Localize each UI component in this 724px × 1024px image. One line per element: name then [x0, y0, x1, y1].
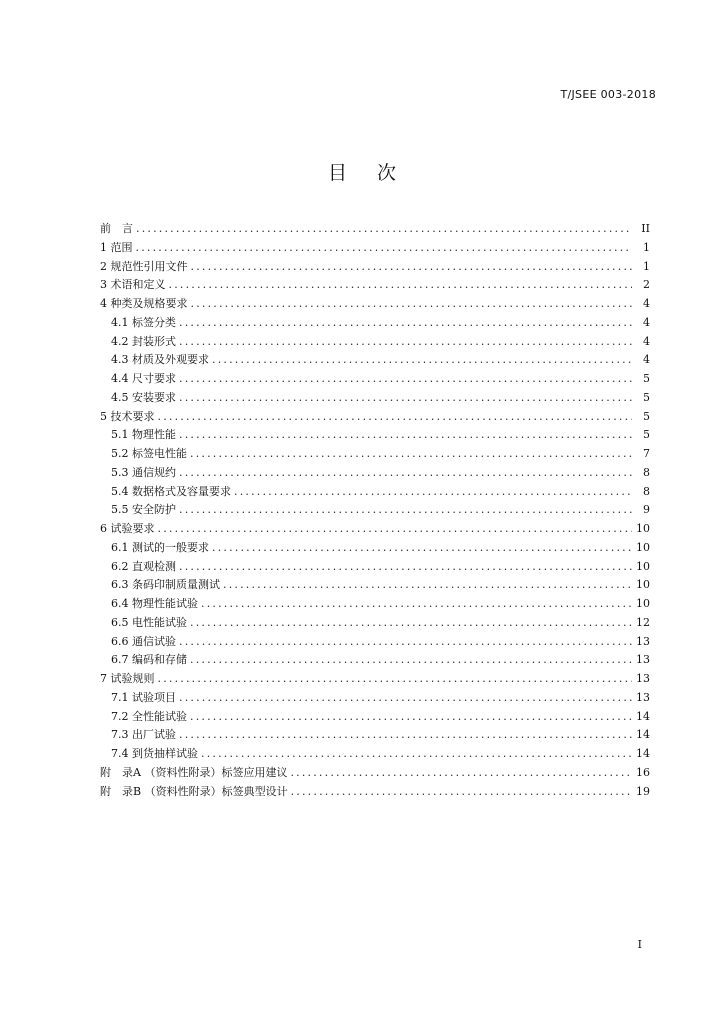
- toc-entry-page: 5: [643, 428, 650, 442]
- toc-dot-leader: [190, 447, 632, 460]
- toc-entry[interactable]: [100, 764, 650, 783]
- toc-dot-leader: [234, 485, 632, 498]
- toc-dot-leader: [212, 541, 632, 554]
- toc-entry-label: 7.4 到货抽样试验: [111, 747, 198, 760]
- toc-dot-leader: [201, 747, 632, 760]
- toc-dot-leader: [179, 560, 632, 573]
- toc-title: [0, 158, 724, 185]
- toc-dot-leader: [179, 428, 632, 441]
- toc-dot-leader: [179, 728, 632, 741]
- toc-entry-label: 6.6 通信试验: [111, 634, 176, 648]
- toc-dot-leader: [179, 316, 632, 329]
- toc-dot-leader: [212, 353, 632, 366]
- toc-entry-page: 8: [643, 465, 650, 479]
- toc-entry-label: 6.4 物理性能试验: [111, 597, 198, 610]
- toc-entry-label: 4.2 封装形式: [111, 334, 176, 348]
- toc-entry[interactable]: [100, 445, 650, 464]
- toc-entry-label: 5.5 安全防护: [111, 503, 176, 517]
- toc-entry-page: 4: [643, 315, 650, 329]
- toc-dot-leader: [190, 653, 632, 666]
- toc-entry-page: 10: [636, 522, 650, 535]
- toc-entry-label: 6.5 电性能试验: [111, 615, 187, 629]
- toc-entry-label: 2 规范性引用文件: [100, 259, 188, 273]
- toc-dot-leader: [158, 522, 633, 535]
- toc-entry-label: 7.3 出厂试验: [111, 728, 176, 742]
- toc-entry-label: 附 录B （资料性附录）标签典型设计: [100, 784, 288, 798]
- toc-dot-leader: [179, 503, 632, 516]
- toc-entry-page: 14: [636, 728, 650, 742]
- toc-entry-page: 5: [643, 372, 650, 385]
- toc-entry-page: 12: [636, 615, 650, 629]
- toc-entry[interactable]: [100, 689, 650, 708]
- toc-entry-label: 7 试验规则: [100, 672, 155, 685]
- toc-entry-page: 13: [636, 634, 650, 648]
- toc-dot-leader: [191, 260, 633, 273]
- toc-entry[interactable]: [100, 745, 650, 764]
- toc-entry[interactable]: [100, 426, 650, 445]
- toc-list: [100, 220, 650, 801]
- toc-entry-label: 4.3 材质及外观要求: [111, 353, 209, 367]
- toc-entry[interactable]: [100, 501, 650, 520]
- toc-dot-leader: [179, 391, 632, 404]
- toc-entry[interactable]: [100, 370, 650, 389]
- toc-dot-leader: [179, 635, 632, 648]
- toc-entry[interactable]: [100, 576, 650, 595]
- toc-dot-leader: [158, 410, 633, 423]
- toc-entry[interactable]: [100, 539, 650, 558]
- toc-entry-page: 10: [636, 540, 650, 554]
- toc-entry-page: 13: [636, 690, 650, 704]
- toc-entry-label: 1 范围: [100, 240, 133, 254]
- toc-entry-page: 13: [636, 653, 650, 667]
- toc-entry-page: 10: [636, 578, 650, 592]
- toc-entry[interactable]: [100, 595, 650, 614]
- toc-entry-page: 7: [643, 447, 650, 460]
- toc-dot-leader: [158, 672, 633, 685]
- toc-entry[interactable]: [100, 295, 650, 314]
- toc-entry-label: 前 言: [100, 222, 133, 235]
- toc-entry-page: 19: [636, 784, 650, 798]
- toc-entry[interactable]: [100, 408, 650, 427]
- toc-entry-label: 4.1 标签分类: [111, 315, 176, 329]
- toc-entry[interactable]: [100, 258, 650, 277]
- toc-entry[interactable]: [100, 220, 650, 239]
- toc-entry-page: 9: [643, 503, 650, 517]
- toc-dot-leader: [291, 785, 632, 798]
- toc-entry-label: 5 技术要求: [100, 409, 155, 423]
- toc-entry-page: 10: [636, 559, 650, 573]
- toc-entry-label: 7.1 试验项目: [111, 690, 176, 704]
- toc-entry-label: 5.1 物理性能: [111, 428, 176, 442]
- toc-entry-label: 6.7 编码和存储: [111, 653, 187, 667]
- toc-title-right: 次: [377, 162, 397, 184]
- toc-entry[interactable]: [100, 351, 650, 370]
- toc-dot-leader: [223, 578, 632, 591]
- toc-entry-label: 3 术语和定义: [100, 278, 166, 292]
- toc-entry-label: 附 录A （资料性附录）标签应用建议: [100, 765, 288, 779]
- toc-entry-label: 6 试验要求: [100, 522, 155, 535]
- toc-entry-label: 5.4 数据格式及容量要求: [111, 484, 231, 498]
- toc-entry-label: 6.1 测试的一般要求: [111, 540, 209, 554]
- toc-entry[interactable]: [100, 483, 650, 502]
- toc-dot-leader: [179, 372, 632, 385]
- toc-entry-label: 4.4 尺寸要求: [111, 372, 176, 385]
- toc-entry-label: 6.2 直观检测: [111, 559, 176, 573]
- toc-entry-page: 1: [643, 259, 650, 273]
- toc-entry[interactable]: [100, 314, 650, 333]
- toc-entry-page: 8: [643, 484, 650, 498]
- toc-entry[interactable]: [100, 614, 650, 633]
- toc-entry[interactable]: [100, 651, 650, 670]
- toc-entry[interactable]: [100, 276, 650, 295]
- toc-dot-leader: [179, 466, 632, 479]
- toc-entry[interactable]: [100, 389, 650, 408]
- toc-entry-page: 5: [643, 409, 650, 423]
- toc-entry[interactable]: [100, 633, 650, 652]
- toc-entry[interactable]: [100, 783, 650, 802]
- toc-dot-leader: [136, 222, 632, 235]
- page-number: I: [637, 938, 642, 951]
- toc-dot-leader: [201, 597, 632, 610]
- toc-entry-page: 16: [636, 765, 650, 779]
- toc-entry-page: 2: [643, 278, 650, 292]
- toc-entry-label: 6.3 条码印制质量测试: [111, 578, 220, 592]
- toc-entry-page: 13: [636, 672, 650, 685]
- toc-entry[interactable]: [100, 726, 650, 745]
- toc-entry-page: 5: [643, 390, 650, 404]
- toc-entry-page: 14: [636, 747, 650, 760]
- toc-entry[interactable]: [100, 558, 650, 577]
- toc-dot-leader: [169, 278, 633, 291]
- toc-entry-label: 5.3 通信规约: [111, 465, 176, 479]
- toc-dot-leader: [190, 616, 632, 629]
- toc-entry-label: 5.2 标签电性能: [111, 447, 187, 460]
- toc-dot-leader: [179, 691, 632, 704]
- toc-entry-page: 1: [643, 240, 650, 254]
- toc-title-left: 目: [327, 162, 347, 184]
- toc-entry-page: II: [641, 222, 650, 235]
- toc-entry[interactable]: [100, 464, 650, 483]
- toc-entry[interactable]: [100, 239, 650, 258]
- toc-dot-leader: [136, 241, 633, 254]
- toc-entry[interactable]: [100, 670, 650, 689]
- document-code: T/JSEE 003-2018: [560, 88, 656, 101]
- toc-entry-page: 4: [643, 353, 650, 367]
- toc-entry-page: 10: [636, 597, 650, 610]
- toc-entry-page: 4: [643, 334, 650, 348]
- toc-entry-label: 4.5 安装要求: [111, 390, 176, 404]
- toc-entry-label: 7.2 全性能试验: [111, 709, 187, 723]
- toc-entry-label: 4 种类及规格要求: [100, 297, 188, 310]
- toc-entry[interactable]: [100, 520, 650, 539]
- toc-entry[interactable]: [100, 708, 650, 727]
- toc-entry-page: 4: [643, 297, 650, 310]
- toc-dot-leader: [190, 710, 632, 723]
- toc-dot-leader: [191, 297, 633, 310]
- toc-entry-page: 14: [636, 709, 650, 723]
- toc-dot-leader: [179, 335, 632, 348]
- toc-dot-leader: [290, 766, 632, 779]
- toc-entry[interactable]: [100, 333, 650, 352]
